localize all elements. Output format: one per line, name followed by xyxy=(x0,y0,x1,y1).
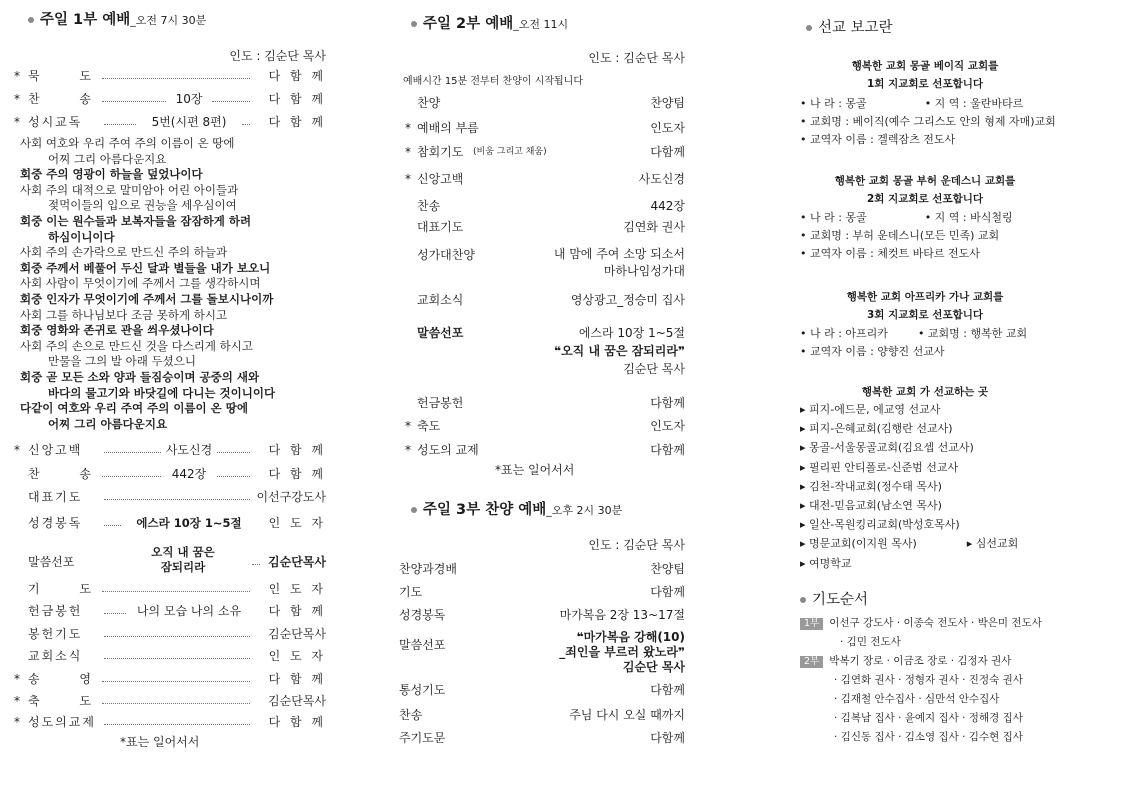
stand-mark: * xyxy=(405,172,411,186)
order-label: 찬양과경배 xyxy=(399,562,457,576)
dot-leader xyxy=(212,101,250,102)
order-label: 통성기도 xyxy=(399,683,446,697)
order-row xyxy=(14,90,326,108)
bullet-dot-icon xyxy=(411,21,417,27)
order-responsible: 다함께 xyxy=(650,731,685,745)
dot-leader xyxy=(104,613,126,614)
dot-leader xyxy=(104,452,161,453)
order-row xyxy=(405,417,685,435)
order-responsible: 주님 다시 오실 때까지 xyxy=(569,708,685,722)
order-row xyxy=(405,441,685,459)
sermon-label: 말씀선포 xyxy=(28,555,75,569)
stand-mark: * xyxy=(14,115,20,129)
sermon-title: 오직 내 꿈은 잠되리라 xyxy=(151,545,215,574)
order-note: (비움 그리고 채움) xyxy=(473,147,547,157)
mission-title: 선교 보고란 xyxy=(806,16,893,37)
stand-mark: * xyxy=(405,443,411,457)
order-label: 헌금봉헌 xyxy=(28,604,83,618)
service-2-notice: 예배시간 15분 전부터 찬양이 시작됩니다 xyxy=(403,76,583,87)
order-label: 축 도 xyxy=(28,694,109,708)
order-label: 신앙고백 xyxy=(417,172,464,186)
dot-leader xyxy=(104,124,136,125)
order-row xyxy=(14,67,326,85)
dot-leader xyxy=(102,476,161,477)
order-detail: 에스라 10장 1~5절 xyxy=(136,516,242,530)
order-label: 찬송 xyxy=(399,708,423,722)
order-label: 찬 송 xyxy=(28,92,109,106)
standing-note: *표는 일어서서 xyxy=(495,463,575,477)
dot-leader xyxy=(104,724,250,725)
order-responsible: 다함께 xyxy=(650,683,685,697)
order-responsible: 사도신경 xyxy=(638,172,685,186)
order-row xyxy=(14,580,326,598)
order-detail: 442장 xyxy=(171,467,207,481)
order-label: 축도 xyxy=(417,419,441,433)
order-label: 대표기도 xyxy=(28,490,83,504)
order-responsible: 인도자 xyxy=(650,121,685,135)
reading-line: 사회 주의 손가락으로 만드신 주의 하늘과 xyxy=(20,245,228,260)
order-label: 교회소식 xyxy=(28,649,83,663)
order-row xyxy=(14,647,326,665)
order-row xyxy=(14,602,326,620)
order-row xyxy=(399,606,685,624)
order-row xyxy=(417,197,685,215)
order-responsible: 김연화 권사 xyxy=(623,220,685,234)
order-label: 대표기도 xyxy=(417,220,464,234)
reading-line: 바다의 물고기와 바닷길에 다니는 것이니이다 xyxy=(48,385,276,400)
reading-line: 하심이니이다 xyxy=(48,229,115,244)
order-label: 봉헌기도 xyxy=(28,627,83,641)
stand-mark: * xyxy=(405,145,411,159)
service-2-sermon-row xyxy=(417,324,685,378)
order-label: 헌금봉헌 xyxy=(417,396,464,410)
sermon-detail: 에스라 10장 1~5절 ❝오직 내 꿈은 잠되리라❞ 김순단 목사 xyxy=(554,326,685,376)
badge-part-1: 1부 xyxy=(800,618,823,630)
order-row xyxy=(14,514,326,532)
order-responsible: 찬양팀 xyxy=(650,562,685,576)
order-label: 신앙고백 xyxy=(28,443,83,457)
order-row xyxy=(405,119,685,137)
order-responsible: 김순단목사 xyxy=(268,627,326,641)
order-label: 송 영 xyxy=(28,672,109,686)
order-row xyxy=(417,94,685,112)
order-row xyxy=(14,692,326,710)
dot-leader xyxy=(102,78,250,79)
order-row xyxy=(405,143,685,161)
stand-mark: * xyxy=(405,419,411,433)
order-responsible: 인 도 자 xyxy=(268,516,326,530)
order-label: 성경봉독 xyxy=(399,608,446,622)
order-detail: 5번(시편 8편) xyxy=(151,115,227,129)
sermon-label: 말씀선포 xyxy=(399,638,446,652)
reading-line: 어찌 그리 아름다운지요 xyxy=(48,151,167,166)
order-responsible: 다 함 께 xyxy=(268,92,326,106)
order-row xyxy=(14,113,326,131)
reading-line: 사회 주의 손으로 만드신 것을 다스리게 하시고 xyxy=(20,338,254,353)
order-row xyxy=(14,441,326,459)
order-row xyxy=(14,625,326,643)
dot-leader xyxy=(102,101,166,102)
mission-group-1: • 나 라 : 몽골 • 지 역 : 울란바타르 • 교회명 : 베이직(예수 그리스도 안의 형제 자매)교회 • 교역자 이름 : 겔렉잠츠 전도사 xyxy=(800,97,1056,146)
dot-leader xyxy=(102,703,250,704)
bullet-dot-icon xyxy=(411,507,417,513)
order-row xyxy=(417,218,685,236)
order-row xyxy=(399,681,685,699)
mission-group-3-heading: 행복한 교회 아프리카 가나 교회를 3회 지교회로 선포합니다 xyxy=(846,291,1004,321)
order-row xyxy=(399,706,685,724)
reading-line: 어찌 그리 아름다운지요 xyxy=(48,416,168,431)
prayer-title: 기도순서 xyxy=(800,588,868,609)
order-responsible: 다함께 xyxy=(650,145,685,159)
news-detail: 영상광고_정승미 집사 xyxy=(570,293,685,307)
order-responsible: 다 함 께 xyxy=(268,715,326,729)
order-responsible: 다 함 께 xyxy=(268,672,326,686)
dot-leader xyxy=(217,452,250,453)
reading-line: 다같이 여호와 우리 주여 주의 이름이 온 땅에 xyxy=(20,401,248,416)
order-responsible: 다함께 xyxy=(650,396,685,410)
stand-mark: * xyxy=(14,443,20,457)
order-label: 참회기도 xyxy=(417,145,464,159)
sermon-label: 말씀선포 xyxy=(417,326,464,340)
bullet-dot-icon xyxy=(806,25,812,31)
order-label: 찬양 xyxy=(417,96,441,110)
order-responsible: 다 함 께 xyxy=(268,443,326,457)
stand-mark: * xyxy=(14,715,20,729)
service-1-sermon-row xyxy=(14,545,326,579)
service-2-leader: 인도 : 김순단 목사 xyxy=(588,51,685,65)
order-detail: 사도신경 xyxy=(165,443,213,457)
dot-leader xyxy=(102,681,250,682)
dot-leader xyxy=(104,525,121,526)
reading-line: 회중 영화와 존귀로 관을 씌우셨나이다 xyxy=(20,323,214,338)
reading-line: 회중 이는 원수들과 보복자들을 잠잠하게 하려 xyxy=(20,213,252,228)
mission-group-3: • 나 라 : 아프리카 • 교회명 : 행복한 교회 • 교역자 이름 : 양향진 선교사 xyxy=(800,327,1028,358)
dot-leader xyxy=(104,499,250,500)
order-row xyxy=(14,670,326,688)
order-label: 묵 도 xyxy=(28,69,109,83)
service-3-leader: 인도 : 김순단 목사 xyxy=(588,538,685,552)
reading-line: 사회 사람이 무엇이기에 주께서 그를 생각하시며 xyxy=(20,276,261,291)
service-2-title: 주일 2부 예배_오전 11시 xyxy=(411,12,568,33)
order-responsible: 인 도 자 xyxy=(268,582,326,596)
dot-leader xyxy=(104,658,250,659)
choir-detail: 내 맘에 주여 소망 되소서 마하나임성가대 xyxy=(553,247,685,278)
mission-places: ▸ 피지-에드문, 에교영 선교사 ▸ 피지-은혜교회(김행란 선교사) ▸ 몽골-서울몽골교회(김요셉 선교사) ▸ 필리핀 안티폴로-신준범 선교사 ▸ 김천-작내교회(정수태 목사) ▸ 대전-믿음교회(남소연 목사) ▸ 일산-목원킹리교회(박성호목사) ▸ 명문교회(이지원 목사) ▸ 심선교회 ▸ 여명학교 xyxy=(800,403,1019,570)
order-responsible: 442장 xyxy=(650,199,685,213)
order-row xyxy=(417,394,685,412)
standing-note: *표는 일어서서 xyxy=(120,735,200,749)
order-responsible: 마가복음 2장 13~17절 xyxy=(559,608,685,622)
order-responsible: 인 도 자 xyxy=(268,649,326,663)
dot-leader xyxy=(217,476,250,477)
mission-group-2-heading: 행복한 교회 몽골 부허 운데스니 교회를 2회 지교회로 선포합니다 xyxy=(834,175,1016,205)
mission-group-4-heading: 행복한 교회 가 선교하는 곳 xyxy=(861,386,989,398)
order-responsible: 찬양팀 xyxy=(650,96,685,110)
order-responsible: 다 함 께 xyxy=(268,604,326,618)
reading-line: 회중 곧 모든 소와 양과 들짐승이며 공중의 새와 xyxy=(20,369,260,384)
bullet-dot-icon xyxy=(800,597,806,603)
order-row xyxy=(399,729,685,747)
order-label: 성경봉독 xyxy=(28,516,83,530)
responsive-reading xyxy=(20,136,330,432)
order-responsible: 인도자 xyxy=(650,419,685,433)
service-1-leader: 인도 : 김순단 목사 xyxy=(229,49,326,63)
reading-line: 젖먹이들의 입으로 권능을 세우심이여 xyxy=(48,198,237,213)
dot-leader xyxy=(102,591,250,592)
reading-line: 회중 주의 영광이 하늘을 덮었나이다 xyxy=(20,167,203,182)
service-3-sermon-row xyxy=(399,630,685,684)
order-responsible: 이선구강도사 xyxy=(256,490,326,504)
reading-line: 사회 여호와 우리 주여 주의 이름이 온 땅에 xyxy=(20,136,235,150)
service-3-title: 주일 3부 찬양 예배_오후 2시 30분 xyxy=(411,498,622,519)
order-responsible: 다 함 께 xyxy=(268,115,326,129)
order-label: 예배의 부름 xyxy=(417,121,479,135)
bullet-dot-icon xyxy=(28,17,34,23)
order-label: 주기도문 xyxy=(399,731,446,745)
order-row xyxy=(14,713,326,731)
mission-group-1-heading: 행복한 교회 몽골 베이직 교회를 1회 지교회로 선포합니다 xyxy=(851,60,999,90)
stand-mark: * xyxy=(14,672,20,686)
order-row xyxy=(14,488,326,506)
sermon-preacher: 김순단목사 xyxy=(268,555,326,569)
sermon-detail: ❝마가복음 강해(10) _죄인을 부르러 왔노라❞ 김순단 목사 xyxy=(559,630,685,674)
stand-mark: * xyxy=(405,121,411,135)
mission-group-2: • 나 라 : 몽골 • 지 역 : 바식철링 • 교회명 : 부허 운데스니(모든 민족) 교회 • 교역자 이름 : 체컷트 바타르 전도사 xyxy=(800,211,1013,260)
order-responsible: 김순단목사 xyxy=(268,694,326,708)
news-row xyxy=(417,291,685,309)
order-responsible: 다함께 xyxy=(650,585,685,599)
order-label: 찬 송 xyxy=(28,467,109,481)
news-label: 교회소식 xyxy=(417,293,464,307)
stand-mark: * xyxy=(14,694,20,708)
order-responsible: 다함께 xyxy=(650,443,685,457)
order-label: 성도의 교제 xyxy=(417,443,479,457)
order-label: 찬송 xyxy=(417,199,441,213)
reading-line: 사회 주의 대적으로 말미암아 어린 아이들과 xyxy=(20,182,239,197)
service-1-title: 주일 1부 예배_오전 7시 30분 xyxy=(28,8,206,29)
choir-row xyxy=(417,246,685,282)
order-detail: 나의 모습 나의 소유 xyxy=(136,604,242,618)
dot-leader xyxy=(242,124,250,125)
order-label: 기도 xyxy=(399,585,423,599)
prayer-list: 1부 이선구 강도사 · 이종숙 전도사 · 박은미 전도사 · 김민 전도사 2부 박복기 장로 · 이금조 장로 · 김정자 권사 · 김연화 권사 · 정형자 권사 · 진정숙 권사 · 김재철 안수집사 · 심만석 안수집사 · 김복남 집사 · 윤예지 집사 · 정해경 집사 · 김신동 집사 · 김소영 집사 · 김수현 집사 xyxy=(800,614,1042,747)
reading-line: 사회 그를 하나님보다 조금 못하게 하시고 xyxy=(20,307,228,322)
badge-part-2: 2부 xyxy=(800,656,823,668)
choir-label: 성가대찬양 xyxy=(417,248,475,262)
reading-line: 회중 인자가 무엇이기에 주께서 그를 돌보시나이까 xyxy=(20,291,274,306)
order-row xyxy=(399,560,685,578)
order-label: 성도의교제 xyxy=(28,715,96,729)
order-detail: 10장 xyxy=(175,92,203,106)
order-responsible: 다 함 께 xyxy=(268,467,326,481)
stand-mark: * xyxy=(14,92,20,106)
order-responsible: 다 함 께 xyxy=(268,69,326,83)
reading-line: 회중 주께서 베풀어 두신 달과 별들을 내가 보오니 xyxy=(20,260,271,275)
order-row xyxy=(14,465,326,483)
order-label: 성시교독 xyxy=(28,115,83,129)
order-row xyxy=(405,170,685,188)
reading-line: 만물을 그의 발 아래 두셨으니 xyxy=(48,354,196,369)
dot-leader xyxy=(104,636,250,637)
order-row xyxy=(399,583,685,601)
order-label: 기 도 xyxy=(28,582,109,596)
stand-mark: * xyxy=(14,69,20,83)
